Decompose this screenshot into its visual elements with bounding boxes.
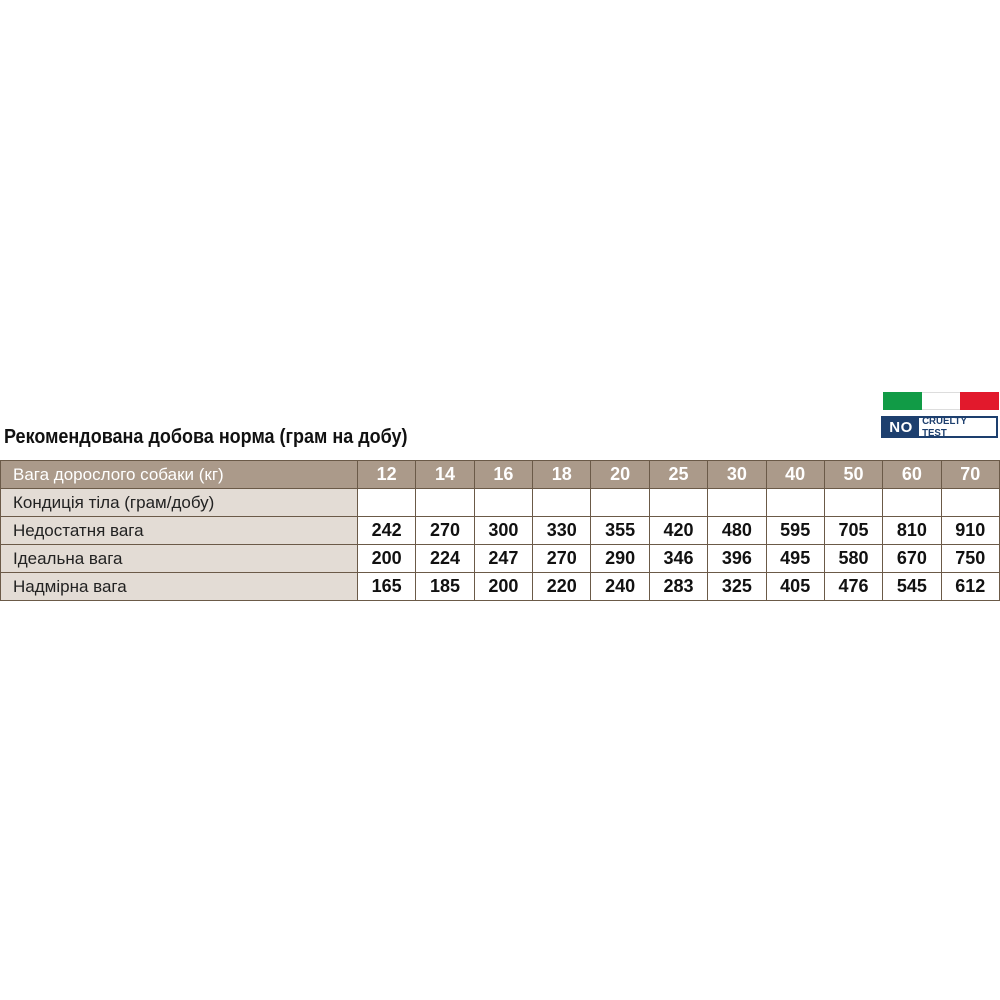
value-cell: 420 <box>649 517 707 545</box>
weight-header-cell: 70 <box>941 461 999 489</box>
value-cell: 330 <box>533 517 591 545</box>
value-cell: 247 <box>474 545 532 573</box>
weight-header-cell: 50 <box>824 461 882 489</box>
value-cell: 405 <box>766 573 824 601</box>
empty-cell <box>649 489 707 517</box>
row-label-cell: Надмірна вага <box>1 573 358 601</box>
value-cell: 200 <box>474 573 532 601</box>
weight-header-cell: 25 <box>649 461 707 489</box>
value-cell: 476 <box>824 573 882 601</box>
empty-cell <box>883 489 941 517</box>
flag-stripe-white <box>922 392 961 410</box>
value-cell: 545 <box>883 573 941 601</box>
value-cell: 240 <box>591 573 649 601</box>
empty-cell <box>708 489 766 517</box>
row-label-cell: Кондиція тіла (грам/добу) <box>1 489 358 517</box>
no-cruelty-test-badge <box>881 416 998 438</box>
weight-header-cell: 20 <box>591 461 649 489</box>
value-cell: 224 <box>416 545 474 573</box>
value-cell: 396 <box>708 545 766 573</box>
weight-header-cell: 30 <box>708 461 766 489</box>
flag-stripe-green <box>883 392 922 410</box>
flag-stripe-red <box>960 392 999 410</box>
value-cell: 290 <box>591 545 649 573</box>
empty-cell <box>766 489 824 517</box>
weight-header-cell: 40 <box>766 461 824 489</box>
value-cell: 346 <box>649 545 707 573</box>
value-cell: 580 <box>824 545 882 573</box>
value-cell: 220 <box>533 573 591 601</box>
value-cell: 283 <box>649 573 707 601</box>
page-title: Рекомендована добова норма (грам на добу) <box>4 426 408 448</box>
value-cell: 910 <box>941 517 999 545</box>
empty-cell <box>474 489 532 517</box>
value-cell: 270 <box>533 545 591 573</box>
weight-header-cell: 60 <box>883 461 941 489</box>
badge-cruelty-text: CRUELTY TEST <box>922 415 967 439</box>
header-label-cell: Вага дорослого собаки (кг) <box>1 461 358 489</box>
table-row <box>1 545 1000 573</box>
empty-cell <box>591 489 649 517</box>
empty-cell <box>941 489 999 517</box>
feeding-norms-table <box>0 460 1000 601</box>
value-cell: 612 <box>941 573 999 601</box>
value-cell: 810 <box>883 517 941 545</box>
row-label-cell: Недостатня вага <box>1 517 358 545</box>
value-cell: 242 <box>358 517 416 545</box>
badge-no-text: NO <box>883 418 919 436</box>
value-cell: 325 <box>708 573 766 601</box>
value-cell: 300 <box>474 517 532 545</box>
value-cell: 355 <box>591 517 649 545</box>
value-cell: 480 <box>708 517 766 545</box>
table-row <box>1 573 1000 601</box>
value-cell: 705 <box>824 517 882 545</box>
value-cell: 270 <box>416 517 474 545</box>
value-cell: 495 <box>766 545 824 573</box>
empty-cell <box>358 489 416 517</box>
value-cell: 595 <box>766 517 824 545</box>
weight-header-cell: 18 <box>533 461 591 489</box>
weight-header-cell: 14 <box>416 461 474 489</box>
italian-flag-icon <box>883 392 999 410</box>
empty-cell <box>416 489 474 517</box>
table-row <box>1 517 1000 545</box>
weight-header-cell: 16 <box>474 461 532 489</box>
empty-cell <box>824 489 882 517</box>
value-cell: 200 <box>358 545 416 573</box>
weight-header-cell: 12 <box>358 461 416 489</box>
value-cell: 165 <box>358 573 416 601</box>
row-label-cell: Ідеальна вага <box>1 545 358 573</box>
value-cell: 670 <box>883 545 941 573</box>
table-row <box>1 489 1000 517</box>
value-cell: 185 <box>416 573 474 601</box>
table-header-row <box>1 461 1000 489</box>
value-cell: 750 <box>941 545 999 573</box>
empty-cell <box>533 489 591 517</box>
